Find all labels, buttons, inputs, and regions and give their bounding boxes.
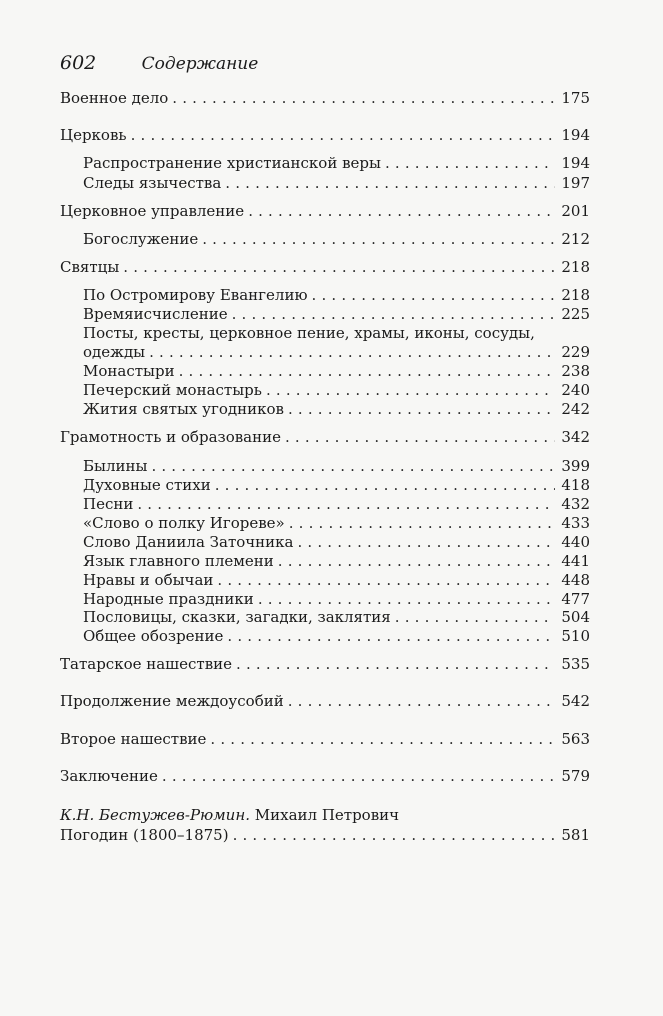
dot-leader bbox=[288, 399, 555, 419]
toc-entry-title: Следы язычества bbox=[83, 174, 222, 192]
page-number: 602 bbox=[60, 52, 97, 74]
dot-leader bbox=[131, 125, 556, 145]
toc-entry-title: Святцы bbox=[60, 258, 120, 276]
toc-entry-title: Нравы и обычаи bbox=[83, 571, 214, 589]
toc-subentry[interactable] bbox=[83, 589, 590, 609]
toc-entry[interactable] bbox=[60, 427, 590, 447]
toc-subentry[interactable] bbox=[83, 342, 590, 362]
dot-leader bbox=[202, 229, 555, 249]
toc-subentry[interactable] bbox=[83, 153, 590, 173]
toc-entry[interactable] bbox=[60, 729, 590, 749]
toc-entry-title: Слово Даниила Заточника bbox=[83, 533, 294, 551]
toc-entry[interactable] bbox=[60, 88, 590, 108]
toc-subentry[interactable] bbox=[83, 607, 590, 627]
toc-subentry[interactable] bbox=[83, 173, 590, 193]
toc-entry-title: Погодин (1800–1875) bbox=[60, 826, 229, 844]
toc-entry-page: 432 bbox=[561, 495, 590, 513]
dot-leader bbox=[225, 173, 555, 193]
dot-leader bbox=[298, 532, 556, 552]
toc-entry-page: 581 bbox=[561, 826, 590, 844]
toc-entry-page: 194 bbox=[561, 154, 590, 172]
toc-entry-title: Монастыри bbox=[83, 362, 175, 380]
toc-entry-page: 563 bbox=[561, 730, 590, 748]
toc-entry-title: Продолжение междоусобий bbox=[60, 692, 284, 710]
toc-entry-page: 194 bbox=[561, 126, 590, 144]
toc-entry-title: Пословицы, сказки, загадки, заклятия bbox=[83, 608, 391, 626]
toc-entry-page: 477 bbox=[561, 590, 590, 608]
toc-entry-title: Церковное управление bbox=[60, 202, 245, 220]
toc-entry-page: 212 bbox=[561, 230, 590, 248]
dot-leader bbox=[137, 494, 555, 514]
toc-subentry[interactable] bbox=[83, 229, 590, 249]
toc-entry-page: 201 bbox=[561, 202, 590, 220]
dot-leader bbox=[215, 475, 556, 495]
toc-entry-page: 175 bbox=[561, 89, 590, 107]
toc-entry-title-line1: Михаил Петрович bbox=[250, 806, 400, 824]
dot-leader bbox=[233, 825, 556, 845]
toc-entry-page: 535 bbox=[561, 655, 590, 673]
toc-entry-page: 225 bbox=[561, 305, 590, 323]
toc-entry-page: 242 bbox=[561, 400, 590, 418]
toc-subentry-first-line: Посты, кресты, церковное пение, храмы, иконы, сосуды, bbox=[83, 324, 535, 342]
toc-entry-page: 218 bbox=[561, 286, 590, 304]
toc-entry-title: Татарское нашествие bbox=[60, 655, 233, 673]
toc-entry-page: 218 bbox=[561, 258, 590, 276]
toc-entry[interactable] bbox=[60, 257, 590, 277]
toc-entry-page: 240 bbox=[561, 381, 590, 399]
toc-subentry[interactable] bbox=[83, 456, 590, 476]
toc-entry-page: 399 bbox=[561, 457, 590, 475]
dot-leader bbox=[289, 513, 556, 533]
toc-entry-page: 238 bbox=[561, 362, 590, 380]
dot-leader bbox=[266, 380, 555, 400]
toc-entry-page: 440 bbox=[561, 533, 590, 551]
dot-leader bbox=[258, 589, 556, 609]
dot-leader bbox=[227, 626, 555, 646]
dot-leader bbox=[217, 570, 555, 590]
toc-entry[interactable] bbox=[60, 201, 590, 221]
toc-entry-title: Былины bbox=[83, 457, 148, 475]
toc-subentry[interactable] bbox=[83, 399, 590, 419]
toc-entry-page: 504 bbox=[561, 608, 590, 626]
toc-entry-title: «Слово о полку Игореве» bbox=[83, 514, 285, 532]
toc-subentry[interactable] bbox=[83, 380, 590, 400]
toc-subentry[interactable] bbox=[83, 513, 590, 533]
toc-entry-title: Заключение bbox=[60, 767, 158, 785]
toc-subentry[interactable] bbox=[83, 304, 590, 324]
toc-entry-title: Жития святых угодников bbox=[83, 400, 284, 418]
toc-entry[interactable] bbox=[60, 654, 590, 674]
toc-entry-title: Печерский монастырь bbox=[83, 381, 262, 399]
toc-entry[interactable] bbox=[60, 125, 590, 145]
toc-entry-page: 342 bbox=[561, 428, 590, 446]
toc-entry-page: 433 bbox=[561, 514, 590, 532]
toc-entry-title: Грамотность и образование bbox=[60, 428, 281, 446]
toc-subentry[interactable] bbox=[83, 475, 590, 495]
toc-subentry[interactable] bbox=[83, 361, 590, 381]
dot-leader bbox=[232, 304, 556, 324]
dot-leader bbox=[149, 342, 555, 362]
dot-leader bbox=[162, 766, 555, 786]
dot-leader bbox=[395, 607, 556, 627]
toc-entry-page: 197 bbox=[561, 174, 590, 192]
toc-subentry[interactable] bbox=[83, 494, 590, 514]
toc-subentry[interactable] bbox=[83, 570, 590, 590]
dot-leader bbox=[248, 201, 555, 221]
toc-subentry[interactable] bbox=[83, 626, 590, 646]
toc-entry-page: 229 bbox=[561, 343, 590, 361]
toc-entry-author: К.Н. Бестужев-Рюмин. bbox=[60, 806, 250, 824]
toc-entry-first-line bbox=[60, 805, 399, 825]
dot-leader bbox=[151, 456, 555, 476]
toc-entry-title: одежды bbox=[83, 343, 146, 361]
dot-leader bbox=[312, 285, 556, 305]
toc-entry-title: По Остромирову Евангелию bbox=[83, 286, 308, 304]
toc-entry-title: Духовные стихи bbox=[83, 476, 211, 494]
toc-entry-title: Язык главного племени bbox=[83, 552, 274, 570]
toc-entry[interactable] bbox=[60, 691, 590, 711]
toc-entry-page: 441 bbox=[561, 552, 590, 570]
toc-entry-title: Народные праздники bbox=[83, 590, 254, 608]
toc-entry-title: Церковь bbox=[60, 126, 127, 144]
dot-leader bbox=[179, 361, 556, 381]
dot-leader bbox=[285, 427, 555, 447]
dot-leader bbox=[385, 153, 555, 173]
dot-leader bbox=[210, 729, 555, 749]
toc-entry-title: Распространение христианской веры bbox=[83, 154, 381, 172]
toc-entry[interactable] bbox=[60, 766, 590, 786]
toc-entry-page: 542 bbox=[561, 692, 590, 710]
toc-entry-title: Общее обозрение bbox=[83, 627, 224, 645]
toc-subentry[interactable] bbox=[83, 532, 590, 552]
toc-entry[interactable] bbox=[60, 825, 590, 845]
toc-subentry[interactable] bbox=[83, 551, 590, 571]
dot-leader bbox=[288, 691, 556, 711]
dot-leader bbox=[278, 551, 556, 571]
toc-entry-page: 448 bbox=[561, 571, 590, 589]
toc-entry-page: 418 bbox=[561, 476, 590, 494]
dot-leader bbox=[172, 88, 555, 108]
toc-entry-title: Богослужение bbox=[83, 230, 199, 248]
toc-entry-title: Второе нашествие bbox=[60, 730, 207, 748]
page-header bbox=[60, 52, 258, 74]
toc-subentry[interactable] bbox=[83, 285, 590, 305]
running-title: Содержание bbox=[141, 54, 259, 74]
toc-entry-title: Времяисчисление bbox=[83, 305, 228, 323]
toc-entry-title: Песни bbox=[83, 495, 134, 513]
toc-entry-page: 579 bbox=[561, 767, 590, 785]
toc-entry-title: Военное дело bbox=[60, 89, 169, 107]
dot-leader bbox=[123, 257, 555, 277]
dot-leader bbox=[236, 654, 555, 674]
toc-entry-page: 510 bbox=[561, 627, 590, 645]
